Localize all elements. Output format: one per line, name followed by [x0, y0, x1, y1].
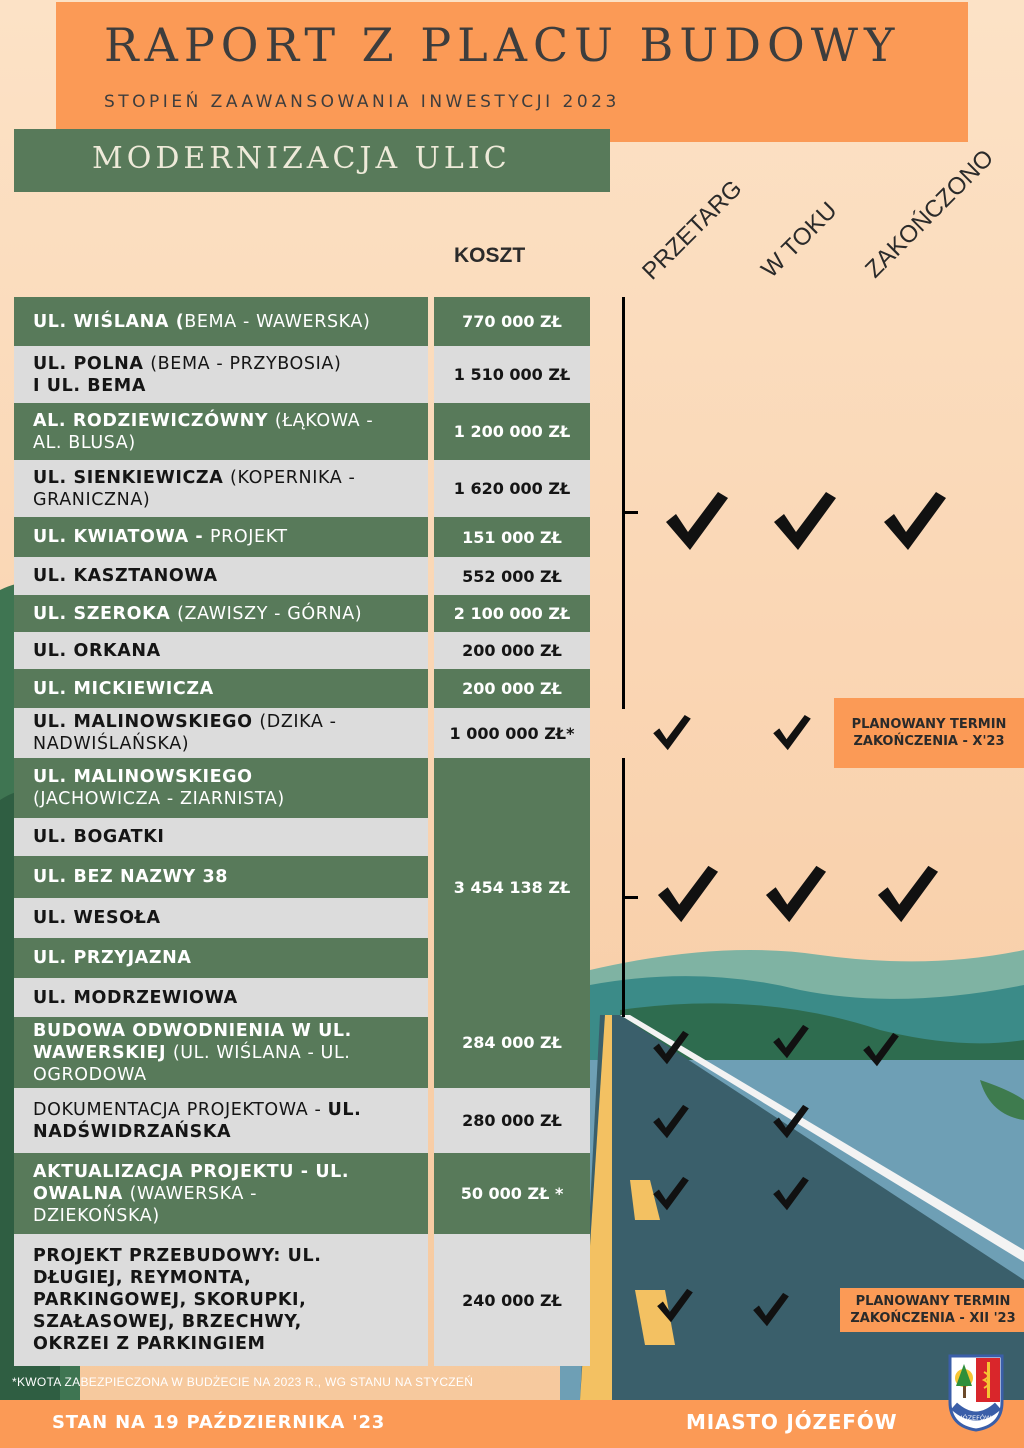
check-icon	[652, 712, 692, 752]
table-row-name: UL. SZEROKA (ZAWISZY - GÓRNA)	[14, 595, 428, 632]
table-row-cost: 552 000 ZŁ	[434, 557, 590, 595]
table-row-name: UL. BEZ NAZWY 38	[14, 856, 428, 898]
table-row-cost: 280 000 ZŁ	[434, 1088, 590, 1153]
footer-bar	[0, 1400, 1024, 1448]
table-row-cost: 1 510 000 ZŁ	[434, 346, 590, 403]
table-row-name: UL. MODRZEWIOWA	[14, 978, 428, 1017]
check-icon	[772, 488, 838, 552]
check-icon	[664, 488, 730, 552]
group-bracket-tick	[622, 511, 638, 514]
table-row-name: UL. PRZYJAZNA	[14, 938, 428, 978]
table-row-cost: 200 000 ZŁ	[434, 669, 590, 708]
check-icon	[772, 712, 812, 752]
planned-completion-note	[834, 698, 1024, 768]
table-row-name: UL. POLNA (BEMA - PRZYBOSIA) I UL. BEMA	[14, 346, 428, 403]
note-line: PLANOWANY TERMIN	[851, 717, 1007, 732]
group-bracket	[622, 297, 625, 709]
table-row-name: UL. KASZTANOWA	[14, 557, 428, 595]
table-row-name: AL. RODZIEWICZÓWNY (ŁĄKOWA - AL. BLUSA)	[14, 403, 428, 460]
column-header-tender: PRZETARG	[637, 175, 748, 286]
table-row-cost: 770 000 ZŁ	[434, 297, 590, 346]
table-row-name: UL. SIENKIEWICZA (KOPERNIKA - GRANICZNA)	[14, 460, 428, 517]
table-row-name: UL. WESOŁA	[14, 898, 428, 938]
check-icon	[764, 862, 828, 924]
table-row-cost: 151 000 ZŁ	[434, 517, 590, 557]
table-row-name: UL. BOGATKI	[14, 818, 428, 856]
report-title: RAPORT Z PLACU BUDOWY	[104, 18, 901, 72]
table-row-name: UL. MICKIEWICZA	[14, 669, 428, 708]
check-icon	[652, 1028, 690, 1066]
section-title: MODERNIZACJA ULIC	[92, 141, 511, 176]
check-icon	[652, 1174, 690, 1212]
table-row-name: UL. MALINOWSKIEGO (DZIKA - NADWIŚLAŃSKA)	[14, 708, 428, 758]
check-icon	[876, 862, 940, 924]
note-line: ZAKOŃCZENIA - X'23	[853, 734, 1005, 749]
column-header-cost: KOSZT	[454, 244, 526, 267]
table-row-name: BUDOWA ODWODNIENIA W UL. WAWERSKIEJ (UL. WIŚLANA - UL. OGRODOWA	[14, 1017, 428, 1088]
city-crest-icon	[946, 1352, 1006, 1432]
check-icon	[772, 1174, 810, 1212]
note-line: PLANOWANY TERMIN	[855, 1294, 1011, 1309]
check-icon	[862, 1030, 900, 1068]
check-icon	[656, 1286, 694, 1324]
table-row-cost: 200 000 ZŁ	[434, 632, 590, 669]
check-icon	[772, 1102, 810, 1140]
table-row-name: AKTUALIZACJA PROJEKTU - UL. OWALNA (WAWERSKA - DZIEKOŃSKA)	[14, 1153, 428, 1234]
status-date: STAN NA 19 PAŹDZIERNIKA '23	[52, 1412, 386, 1433]
check-icon	[656, 862, 720, 924]
table-row-cost: 240 000 ZŁ	[434, 1234, 590, 1366]
city-name: MIASTO JÓZEFÓW	[686, 1410, 898, 1434]
table-row-name: UL. WIŚLANA (BEMA - WAWERSKA)	[14, 297, 428, 346]
check-icon	[772, 1022, 810, 1060]
section-banner	[14, 129, 610, 192]
report-subtitle: STOPIEŃ ZAAWANSOWANIA INWESTYCJI 2023	[104, 92, 620, 112]
check-icon	[752, 1290, 790, 1328]
table-row-cost: 1 620 000 ZŁ	[434, 460, 590, 517]
note-line: ZAKOŃCZENIA - XII '23	[850, 1311, 1016, 1326]
report-header	[56, 2, 968, 142]
table-row-cost: 1 200 000 ZŁ	[434, 403, 590, 460]
budget-footnote: *KWOTA ZABEZPIECZONA W BUDŻECIE NA 2023 R., WG STANU NA STYCZEŃ	[12, 1375, 474, 1389]
table-row-cost: 2 100 000 ZŁ	[434, 595, 590, 632]
table-row-name: UL. KWIATOWA - PROJEKT	[14, 517, 428, 557]
table-row-cost: 50 000 ZŁ *	[434, 1153, 590, 1234]
group-bracket-tick	[622, 896, 638, 899]
planned-completion-note	[840, 1288, 1024, 1332]
crest-label: JÓZEFÓW	[960, 1414, 992, 1422]
table-row-cost: 284 000 ZŁ	[434, 1017, 590, 1088]
group-bracket	[622, 758, 625, 1017]
column-header-in-progress: W TOKU	[756, 196, 843, 284]
table-row-name: DOKUMENTACJA PROJEKTOWA - UL. NADŚWIDRZAŃSKA	[14, 1088, 428, 1153]
table-row-name: UL. ORKANA	[14, 632, 428, 669]
merged-cost-cell: 3 454 138 ZŁ	[434, 758, 590, 1017]
table-row-name: PROJEKT PRZEBUDOWY: UL. DŁUGIEJ, REYMONTA, PARKINGOWEJ, SKORUPKI, SZAŁASOWEJ, BRZECHWY, OKRZEI Z PARKINGIEM	[14, 1234, 428, 1366]
table-row-cost: 1 000 000 ZŁ*	[434, 708, 590, 758]
table-row-name: UL. MALINOWSKIEGO (JACHOWICZA - ZIARNISTA)	[14, 758, 428, 818]
check-icon	[652, 1102, 690, 1140]
check-icon	[882, 488, 948, 552]
column-header-done: ZAKOŃCZONO	[860, 144, 1000, 284]
